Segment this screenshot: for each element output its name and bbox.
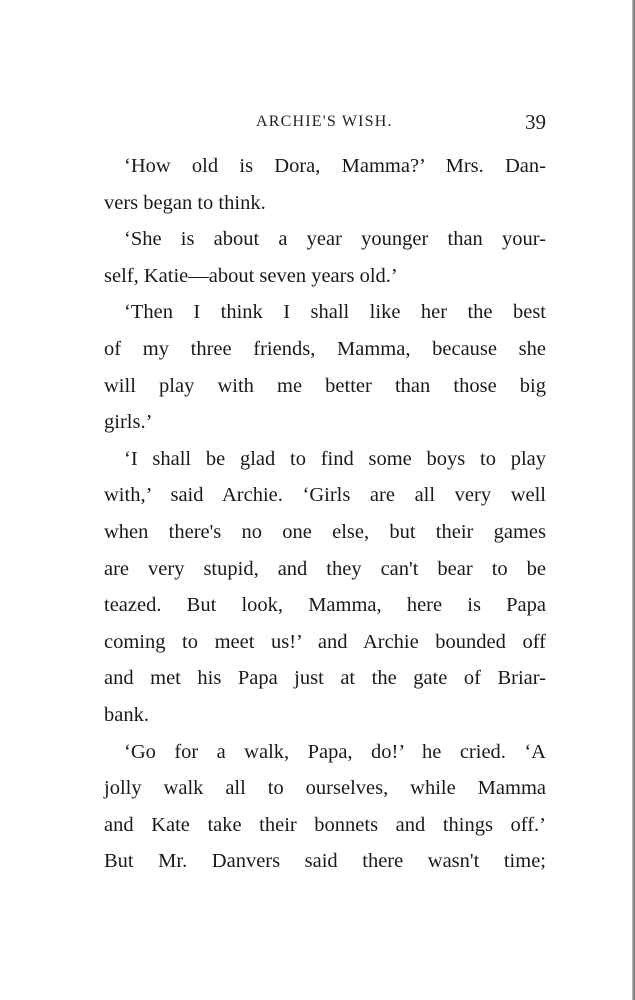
text-line: are very stupid, and they can't bear to be bbox=[104, 557, 546, 580]
text-line: girls.’ bbox=[104, 411, 153, 434]
body-text bbox=[104, 148, 546, 880]
text-line: ‘Then I think I shall like her the best bbox=[124, 301, 546, 324]
book-page bbox=[104, 110, 546, 880]
paragraph-2 bbox=[104, 221, 546, 294]
text-line: will play with me better than those big bbox=[104, 374, 546, 397]
text-line: ‘She is about a year younger than your- bbox=[124, 228, 546, 251]
paragraph-1 bbox=[104, 148, 546, 221]
text-line: ‘I shall be glad to find some boys to play bbox=[124, 447, 546, 470]
page-header bbox=[104, 110, 546, 140]
paragraph-4 bbox=[104, 441, 546, 734]
text-line: ‘Go for a walk, Papa, do!’ he cried. ‘A bbox=[124, 740, 546, 763]
text-line: of my three friends, Mamma, because she bbox=[104, 337, 546, 360]
text-line: and met his Papa just at the gate of Briar- bbox=[104, 667, 546, 690]
text-line: when there's no one else, but their games bbox=[104, 520, 546, 543]
text-line: and Kate take their bonnets and things off.’ bbox=[104, 813, 546, 836]
text-line: with,’ said Archie. ‘Girls are all very well bbox=[104, 484, 546, 507]
text-line: jolly walk all to ourselves, while Mamma bbox=[104, 777, 546, 800]
text-line: teazed. But look, Mamma, here is Papa bbox=[104, 594, 546, 617]
text-line: But Mr. Danvers said there wasn't time; bbox=[104, 850, 546, 873]
text-line: self, Katie—about seven years old.’ bbox=[104, 264, 398, 287]
page-number: 39 bbox=[525, 110, 546, 134]
text-line: ‘How old is Dora, Mamma?’ Mrs. Dan- bbox=[124, 155, 546, 177]
text-line: bank. bbox=[104, 703, 149, 726]
text-line: vers began to think. bbox=[104, 191, 266, 214]
running-title: ARCHIE'S WISH. bbox=[256, 113, 393, 130]
paragraph-5 bbox=[104, 734, 546, 880]
text-line: coming to meet us!’ and Archie bounded off bbox=[104, 630, 546, 653]
paragraph-3 bbox=[104, 294, 546, 440]
